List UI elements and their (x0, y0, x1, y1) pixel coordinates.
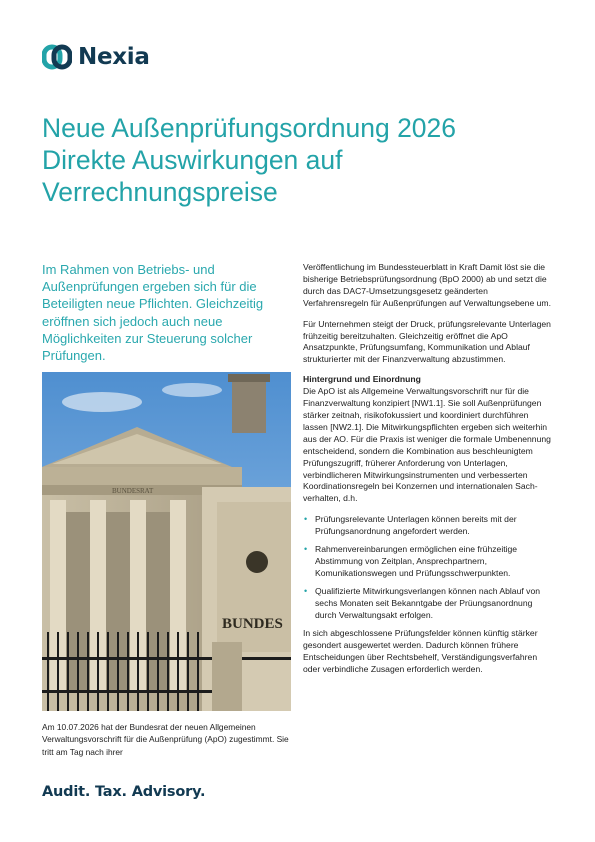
footer-tagline: Audit. Tax. Advisory. (42, 784, 206, 800)
list-item (303, 544, 553, 580)
bullet-list (303, 514, 553, 621)
building-illustration (42, 372, 291, 711)
paragraph-2: Für Unternehmen steigt der Druck, prüfungsrelevante Unterlagen frühzeitig bereitzuhalten. Gleichzeitig eröffnet die ApO Ansatzpunkte, Prüfungsumfang, Kommunikation und Ablauf strukturierter mit der Finanzverwaltung abzustimmen. (303, 318, 551, 365)
nexia-logo-icon (42, 44, 72, 70)
list-item-text: Prüfungsrelevante Unterlagen können bereits mit der Prüfungsanordnung angefordert werden. (315, 514, 517, 537)
list-item (303, 586, 553, 622)
bullet-icon: • (304, 585, 308, 596)
list-item-text: Qualifizierte Mitwirkungsverlangen können nach Ablauf von sechs Monaten seit Bekanntgabe der Prüungsanordnung durch Verwaltungsakt erfolgen. (315, 585, 540, 620)
bullet-icon: • (304, 514, 308, 525)
sign-bundesrat: BUNDESRAT (112, 487, 154, 495)
page-title (42, 112, 562, 208)
nexia-logo (42, 44, 150, 70)
list-item (303, 514, 553, 538)
title-line-3: Verrechnungspreise (42, 177, 278, 207)
bullet-icon: • (304, 544, 308, 555)
lead-paragraph: Im Rahmen von Betriebs- und Außenprüfungen ergeben sich für die Beteiligten neue Pflichten. Gleichzeitig eröffnen sich jedoch auch neue Möglichkeiten zur Steuerung solcher Prüfungen. (42, 262, 264, 364)
title-line-1: Neue Außenprüfungsordnung 2026 (42, 113, 457, 143)
sign-bundes: BUNDES (222, 616, 283, 632)
right-column (303, 262, 553, 685)
bundesrat-building-photo (42, 372, 291, 711)
paragraph-4: In sich abgeschlossene Prüfungsfelder können künftig stärker gesondert ausgewertet werden. Dadurch können frühere Entscheidungen über Rechtsbehelf, Verständigungsverfahren oder verbindliche Zusagen erforderlich werden. (303, 628, 538, 675)
photo-caption: Am 10.07.2026 hat der Bundesrat der neuen Allgemeinen Verwaltungsvorschrift für die Außenprüfung (ApO) zugestimmt. Sie tritt am Tag nach ihrer (42, 722, 289, 757)
list-item-text: Rahmenvereinbarungen ermöglichen eine frühzeitige Abstimmung von Zeitplan, Ansprechpartnern, Komunikationswegen und Prüfungsschwerpunkten. (315, 544, 518, 578)
brand-name: Nexia (78, 44, 150, 70)
paragraph-1: Veröffentlichung im Bundessteuerblatt in Kraft Damit löst sie die bisherige Betriebsprüfungsordnung (BpO 2000) ab und setzt die durch das DAC7-Umsetzungsgesetz geänderten Verfahrensregeln für Außenprüfungen auf Verwaltungsebene um. (303, 262, 551, 308)
title-line-2: Direkte Auswirkungen auf (42, 145, 343, 175)
paragraph-3: Die ApO ist als Allgemeine Verwaltungsvorschrift nur für die Finanzverwaltung konzipiert [NW1.1]. Sie soll Außenprüfungen stärker zeitnah, risikofokussiert und koordiniert durchführen lassen [NW2.1]. Die Mitwirkungspflichten ergeben sich weiterhin aus der AO. Für die Praxis ist weniger die formale Umbenennung entscheidend, sondern die Kombination aus beschleunigtem Prüfungszugriff, früherer Anforderung von Unterlagen, verbindlicheren Mitwirkungsinstrumenten und verbesserten Koordinationsregeln bei Konzernen und internationalen Sach-verhalten, d.h. (303, 386, 551, 504)
section-heading: Hintergrund und Einordnung (303, 374, 421, 385)
